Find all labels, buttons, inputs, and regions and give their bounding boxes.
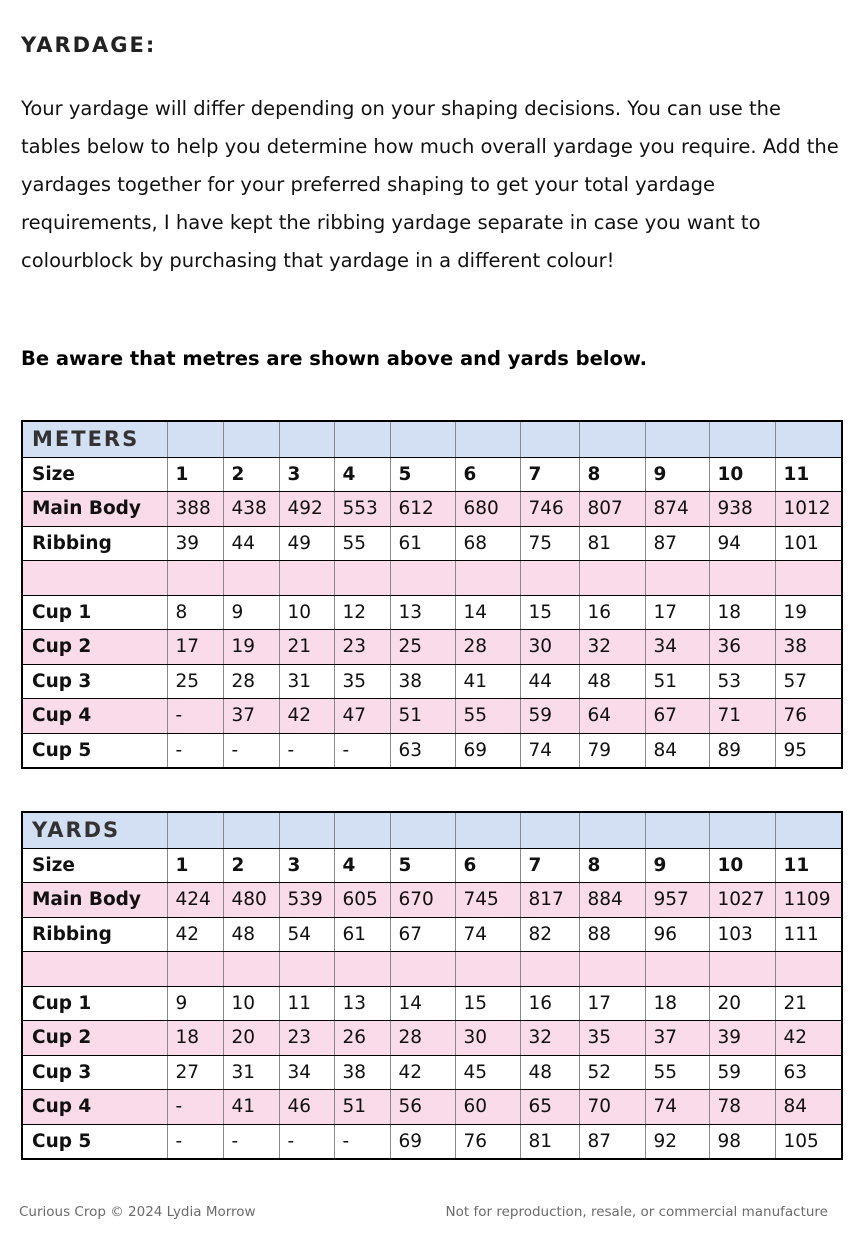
value-cell: 14 [390,986,455,1021]
size-header-row [22,848,842,883]
title-empty-cell [455,421,520,457]
table-row [22,492,842,527]
value-cell: 98 [709,1124,775,1159]
value-cell: 96 [645,917,709,952]
value-cell: 46 [279,1090,334,1125]
value-cell: 89 [709,733,775,768]
spacer-cell [22,952,167,987]
size-header-cell: 5 [390,457,455,492]
size-header-cell: 11 [775,848,842,883]
value-cell: 18 [709,595,775,630]
spacer-cell [334,952,390,987]
title-empty-cell [390,812,455,848]
row-label: Cup 1 [22,595,167,630]
value-cell: 605 [334,883,390,918]
value-cell: 938 [709,492,775,527]
value-cell: 48 [579,664,645,699]
value-cell: 480 [223,883,279,918]
size-label: Size [22,848,167,883]
row-label: Cup 2 [22,1021,167,1056]
table-row [22,883,842,918]
value-cell: 60 [455,1090,520,1125]
value-cell: - [334,1124,390,1159]
value-cell: - [167,1090,223,1125]
size-header-cell: 7 [520,848,579,883]
value-cell: - [334,733,390,768]
value-cell: 388 [167,492,223,527]
spacer-cell [579,561,645,596]
spacer-cell [775,561,842,596]
value-cell: 553 [334,492,390,527]
row-label: Cup 1 [22,986,167,1021]
title-empty-cell [223,812,279,848]
size-header-cell: 2 [223,457,279,492]
value-cell: 48 [520,1055,579,1090]
value-cell: 30 [455,1021,520,1056]
value-cell: 42 [279,699,334,734]
value-cell: 28 [390,1021,455,1056]
value-cell: 670 [390,883,455,918]
value-cell: 10 [223,986,279,1021]
value-cell: 17 [645,595,709,630]
table-title-row [22,421,842,457]
table-row [22,526,842,561]
value-cell: 87 [645,526,709,561]
title-empty-cell [334,421,390,457]
value-cell: 94 [709,526,775,561]
value-cell: 64 [579,699,645,734]
spacer-cell [709,952,775,987]
value-cell: 63 [775,1055,842,1090]
row-label: Ribbing [22,917,167,952]
value-cell: 84 [645,733,709,768]
value-cell: - [223,1124,279,1159]
value-cell: 38 [390,664,455,699]
value-cell: 65 [520,1090,579,1125]
title-empty-cell [390,421,455,457]
value-cell: 31 [223,1055,279,1090]
value-cell: 79 [579,733,645,768]
value-cell: 37 [645,1021,709,1056]
value-cell: 34 [645,630,709,665]
value-cell: 10 [279,595,334,630]
value-cell: 55 [645,1055,709,1090]
row-label: Cup 5 [22,1124,167,1159]
size-header-cell: 3 [279,457,334,492]
value-cell: 1027 [709,883,775,918]
title-empty-cell [520,421,579,457]
title-empty-cell [223,421,279,457]
size-label: Size [22,457,167,492]
value-cell: 25 [167,664,223,699]
value-cell: 31 [279,664,334,699]
row-label: Cup 5 [22,733,167,768]
value-cell: 15 [520,595,579,630]
size-header-cell: 6 [455,457,520,492]
table-row [22,733,842,768]
spacer-cell [167,561,223,596]
intro-paragraph: Your yardage will differ depending on your shaping decisions. You can use the tables below to help you determine how much overall yardage you require. Add the yardages together for your preferred shaping to get your total yardage requirements, I have kept the ribbing yardage separate in case you want to colourblock by purchasing that yardage in a different colour! [21,97,839,272]
value-cell: 424 [167,883,223,918]
value-cell: 28 [223,664,279,699]
value-cell: 101 [775,526,842,561]
table-row [22,986,842,1021]
spacer-cell [455,561,520,596]
value-cell: - [167,699,223,734]
spacer-cell [645,952,709,987]
value-cell: 35 [579,1021,645,1056]
size-header-row [22,457,842,492]
spacer-cell [223,561,279,596]
value-cell: 39 [709,1021,775,1056]
value-cell: 16 [520,986,579,1021]
value-cell: 38 [334,1055,390,1090]
title-empty-cell [520,812,579,848]
title-empty-cell [167,421,223,457]
value-cell: 84 [775,1090,842,1125]
value-cell: 27 [167,1055,223,1090]
value-cell: 15 [455,986,520,1021]
value-cell: 76 [775,699,842,734]
value-cell: 42 [390,1055,455,1090]
spacer-cell [775,952,842,987]
value-cell: 57 [775,664,842,699]
value-cell: 14 [455,595,520,630]
size-header-cell: 1 [167,848,223,883]
spacer-cell [334,561,390,596]
size-header-cell: 9 [645,457,709,492]
title-empty-cell [279,812,334,848]
table-title: YARDS [22,812,167,848]
value-cell: 745 [455,883,520,918]
value-cell: 20 [709,986,775,1021]
value-cell: 30 [520,630,579,665]
size-header-cell: 8 [579,848,645,883]
value-cell: 71 [709,699,775,734]
size-header-cell: 7 [520,457,579,492]
value-cell: 51 [334,1090,390,1125]
value-cell: 82 [520,917,579,952]
title-empty-cell [334,812,390,848]
value-cell: 36 [709,630,775,665]
table-row [22,1124,842,1159]
spacer-cell [520,561,579,596]
title-empty-cell [775,421,842,457]
spacer-cell [455,952,520,987]
value-cell: 12 [334,595,390,630]
size-header-cell: 4 [334,848,390,883]
footer-disclaimer: Not for reproduction, resale, or commercial manufacture [445,1204,828,1220]
size-header-cell: 1 [167,457,223,492]
value-cell: 52 [579,1055,645,1090]
spacer-cell [520,952,579,987]
spacer-cell [390,561,455,596]
row-label: Cup 4 [22,699,167,734]
value-cell: 74 [455,917,520,952]
footer-copyright: Curious Crop © 2024 Lydia Morrow [19,1204,256,1220]
value-cell: 807 [579,492,645,527]
value-cell: 59 [709,1055,775,1090]
value-cell: 48 [223,917,279,952]
value-cell: 20 [223,1021,279,1056]
title-empty-cell [579,421,645,457]
value-cell: 18 [645,986,709,1021]
size-header-cell: 6 [455,848,520,883]
table-row [22,917,842,952]
spacer-row [22,561,842,596]
value-cell: 55 [455,699,520,734]
value-cell: 69 [390,1124,455,1159]
value-cell: 28 [455,630,520,665]
value-cell: 746 [520,492,579,527]
value-cell: 1012 [775,492,842,527]
value-cell: 42 [775,1021,842,1056]
value-cell: 51 [645,664,709,699]
value-cell: 9 [223,595,279,630]
size-header-cell: 5 [390,848,455,883]
value-cell: 1109 [775,883,842,918]
value-cell: 9 [167,986,223,1021]
value-cell: 38 [775,630,842,665]
value-cell: 87 [579,1124,645,1159]
value-cell: 67 [390,917,455,952]
table-title-row [22,812,842,848]
table-row [22,1021,842,1056]
value-cell: 957 [645,883,709,918]
value-cell: 13 [334,986,390,1021]
value-cell: 492 [279,492,334,527]
value-cell: 44 [520,664,579,699]
value-cell: 17 [167,630,223,665]
table-row [22,664,842,699]
title-empty-cell [279,421,334,457]
size-header-cell: 10 [709,457,775,492]
value-cell: 21 [775,986,842,1021]
value-cell: 51 [390,699,455,734]
value-cell: 47 [334,699,390,734]
value-cell: 32 [579,630,645,665]
value-cell: 92 [645,1124,709,1159]
value-cell: 95 [775,733,842,768]
value-cell: 41 [223,1090,279,1125]
title-empty-cell [167,812,223,848]
table-row [22,1090,842,1125]
value-cell: 438 [223,492,279,527]
title-empty-cell [579,812,645,848]
value-cell: - [167,733,223,768]
value-cell: 61 [390,526,455,561]
value-cell: 111 [775,917,842,952]
value-cell: 37 [223,699,279,734]
spacer-cell [390,952,455,987]
value-cell: 23 [334,630,390,665]
value-cell: 61 [334,917,390,952]
row-label: Cup 3 [22,664,167,699]
value-cell: 105 [775,1124,842,1159]
row-label: Cup 3 [22,1055,167,1090]
value-cell: 81 [520,1124,579,1159]
size-header-cell: 11 [775,457,842,492]
spacer-cell [22,561,167,596]
value-cell: 88 [579,917,645,952]
value-cell: 75 [520,526,579,561]
value-cell: 76 [455,1124,520,1159]
spacer-cell [279,561,334,596]
value-cell: 17 [579,986,645,1021]
row-label: Cup 2 [22,630,167,665]
spacer-cell [279,952,334,987]
spacer-cell [167,952,223,987]
title-empty-cell [645,812,709,848]
title-empty-cell [455,812,520,848]
value-cell: 78 [709,1090,775,1125]
spacer-cell [645,561,709,596]
value-cell: 32 [520,1021,579,1056]
value-cell: 55 [334,526,390,561]
value-cell: 74 [520,733,579,768]
value-cell: 680 [455,492,520,527]
value-cell: 19 [775,595,842,630]
value-cell: 70 [579,1090,645,1125]
value-cell: 103 [709,917,775,952]
value-cell: 8 [167,595,223,630]
page-heading: YARDAGE: [21,33,157,57]
spacer-cell [579,952,645,987]
value-cell: 54 [279,917,334,952]
spacer-row [22,952,842,987]
value-cell: 884 [579,883,645,918]
value-cell: 539 [279,883,334,918]
value-cell: 68 [455,526,520,561]
value-cell: 69 [455,733,520,768]
value-cell: 817 [520,883,579,918]
value-cell: 56 [390,1090,455,1125]
title-empty-cell [709,421,775,457]
value-cell: 612 [390,492,455,527]
value-cell: 18 [167,1021,223,1056]
yards-table [21,811,843,1160]
value-cell: 53 [709,664,775,699]
row-label: Main Body [22,492,167,527]
value-cell: 74 [645,1090,709,1125]
value-cell: 44 [223,526,279,561]
value-cell: - [279,733,334,768]
value-cell: 25 [390,630,455,665]
table-row [22,1055,842,1090]
value-cell: 26 [334,1021,390,1056]
value-cell: - [223,733,279,768]
value-cell: 45 [455,1055,520,1090]
value-cell: 13 [390,595,455,630]
value-cell: 11 [279,986,334,1021]
value-cell: 21 [279,630,334,665]
row-label: Ribbing [22,526,167,561]
value-cell: 35 [334,664,390,699]
spacer-cell [223,952,279,987]
value-cell: 67 [645,699,709,734]
row-label: Main Body [22,883,167,918]
value-cell: 41 [455,664,520,699]
size-header-cell: 4 [334,457,390,492]
row-label: Cup 4 [22,1090,167,1125]
title-empty-cell [775,812,842,848]
value-cell: 42 [167,917,223,952]
value-cell: - [279,1124,334,1159]
table-row [22,630,842,665]
value-cell: 16 [579,595,645,630]
value-cell: - [167,1124,223,1159]
units-notice: Be aware that metres are shown above and yards below. [21,347,648,370]
size-header-cell: 2 [223,848,279,883]
value-cell: 19 [223,630,279,665]
value-cell: 34 [279,1055,334,1090]
meters-table [21,420,843,769]
value-cell: 59 [520,699,579,734]
size-header-cell: 9 [645,848,709,883]
value-cell: 63 [390,733,455,768]
title-empty-cell [645,421,709,457]
value-cell: 874 [645,492,709,527]
value-cell: 81 [579,526,645,561]
size-header-cell: 8 [579,457,645,492]
value-cell: 49 [279,526,334,561]
value-cell: 39 [167,526,223,561]
size-header-cell: 10 [709,848,775,883]
spacer-cell [709,561,775,596]
size-header-cell: 3 [279,848,334,883]
table-title: METERS [22,421,167,457]
title-empty-cell [709,812,775,848]
table-row [22,699,842,734]
table-row [22,595,842,630]
value-cell: 23 [279,1021,334,1056]
